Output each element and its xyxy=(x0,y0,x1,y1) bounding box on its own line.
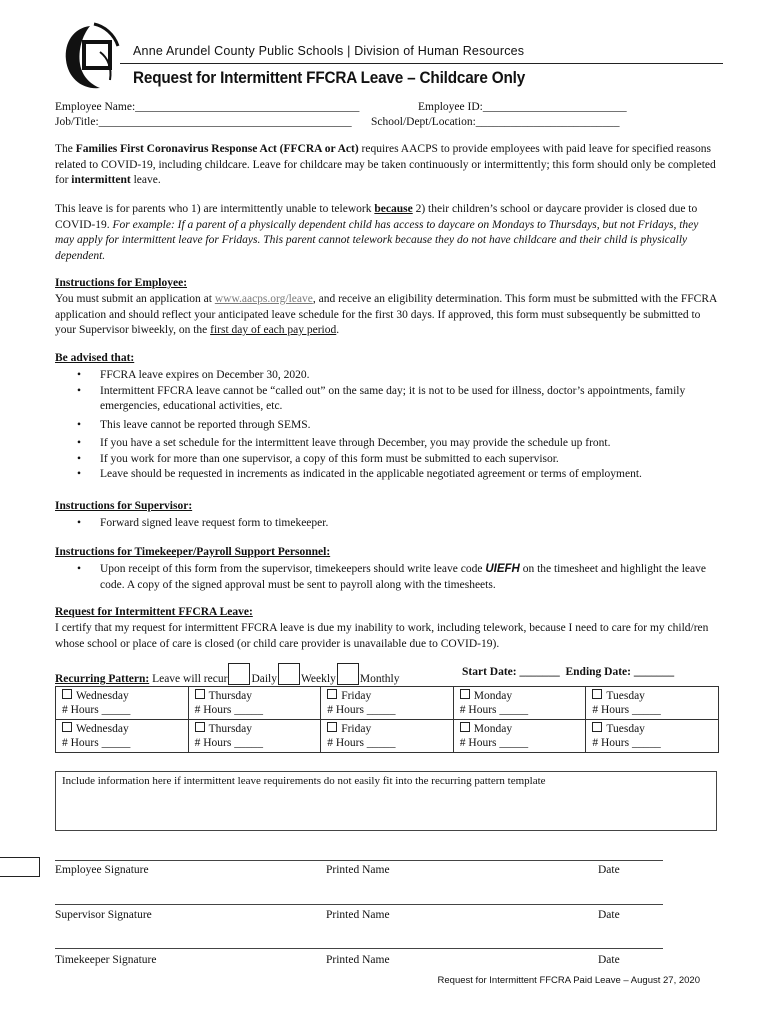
day-cell[interactable]: Friday # Hours _____ xyxy=(321,687,454,720)
list-item: • Leave should be requested in increments as indicated in the applicable negotiated agreement or terms of employment. xyxy=(55,467,719,483)
day-checkbox[interactable] xyxy=(460,722,470,732)
employee-printed-name-label: Printed Name xyxy=(326,864,390,876)
leave-code: UIEFH xyxy=(485,563,520,575)
advised-list xyxy=(55,368,719,483)
date-range xyxy=(462,666,674,678)
schedule-table xyxy=(55,686,719,753)
day-cell[interactable]: Tuesday # Hours _____ xyxy=(586,720,719,753)
job-title-field[interactable]: Job/Title:____________________________________________ xyxy=(55,116,352,128)
monthly-checkbox[interactable] xyxy=(337,663,359,685)
recurring-pattern-row: Recurring Pattern: Leave will recur Daily Weekly Monthly xyxy=(55,663,399,685)
supervisor-printed-name-label: Printed Name xyxy=(326,909,390,921)
day-cell[interactable]: Friday # Hours _____ xyxy=(321,720,454,753)
day-checkbox[interactable] xyxy=(327,722,337,732)
day-checkbox[interactable] xyxy=(62,689,72,699)
table-row xyxy=(56,687,719,720)
eligibility-paragraph: This leave is for parents who 1) are intermittently unable to telework because 2) their children’s school or daycare provider is closed due to COVID-19. For example: If a parent of a physically dependent child has access to daycare on Mondays to Thursdays, but not Fridays, they may apply for intermittent leave for Fridays. This parent cannot telework because they do not have childcare and their child is physically dependent. xyxy=(55,203,699,262)
employee-instructions-heading: Instructions for Employee: xyxy=(55,277,188,289)
additional-info-textarea[interactable]: Include information here if intermittent leave requirements do not easily fit into the recurring pattern template xyxy=(55,771,717,831)
request-heading: Request for Intermittent FFCRA Leave: xyxy=(55,606,253,618)
footer: Request for Intermittent FFCRA Paid Leave – August 27, 2020 xyxy=(437,975,700,986)
day-checkbox[interactable] xyxy=(592,689,602,699)
day-checkbox[interactable] xyxy=(460,689,470,699)
supervisor-list xyxy=(55,516,719,532)
request-text: I certify that my request for intermittent FFCRA leave is due my inability to work, including telework, because I need to care for my child/ren whose school or place of care is closed (or child care provider is unavailable due to COVID-19). xyxy=(55,622,709,650)
employee-id-field[interactable]: Employee ID:_________________________ xyxy=(418,101,627,113)
timekeeper-printed-name-label: Printed Name xyxy=(326,954,390,966)
day-cell[interactable]: Monday # Hours _____ xyxy=(453,687,586,720)
start-date-field[interactable]: Start Date: _______ xyxy=(462,666,560,678)
employee-signature-line[interactable] xyxy=(55,860,663,861)
employee-instructions-text: You must submit an application at www.aacps.org/leave, and receive an eligibility determination. This form must be submitted with the FFCRA application and should reflect your anticipated leave schedule for the first 30 days. If approved, this form must subsequently be submitted to your Supervisor biweekly, on the first day of each pay period. xyxy=(55,293,717,336)
page-marker xyxy=(0,857,40,877)
supervisor-date-label: Date xyxy=(598,909,620,921)
employee-name-field[interactable]: Employee Name:_______________________________________ xyxy=(55,101,360,113)
timekeeper-instructions-heading: Instructions for Timekeeper/Payroll Support Personnel: xyxy=(55,546,331,558)
employee-signature-label: Employee Signature xyxy=(55,864,149,876)
daily-checkbox[interactable] xyxy=(228,663,250,685)
location-field[interactable]: School/Dept/Location:_________________________ xyxy=(371,116,620,128)
supervisor-signature-label: Supervisor Signature xyxy=(55,909,152,921)
supervisor-instructions-heading: Instructions for Supervisor: xyxy=(55,500,193,512)
page-title: Request for Intermittent FFCRA Leave – Childcare Only xyxy=(133,68,526,87)
list-item: • Upon receipt of this form from the supervisor, timekeepers should write leave code UIEFH on the timesheet and highlight the leave code. A copy of the signed approval must be sent to payroll along with the timesheets. xyxy=(55,562,719,593)
advised-heading: Be advised that: xyxy=(55,352,135,364)
organization-name: Anne Arundel County Public Schools | Division of Human Resources xyxy=(133,44,525,58)
day-cell[interactable]: Wednesday # Hours _____ xyxy=(56,687,189,720)
table-row xyxy=(56,720,719,753)
supervisor-signature-line[interactable] xyxy=(55,904,663,905)
day-checkbox[interactable] xyxy=(195,689,205,699)
day-cell[interactable]: Tuesday # Hours _____ xyxy=(586,687,719,720)
day-checkbox[interactable] xyxy=(195,722,205,732)
intro-paragraph: The Families First Coronavirus Response Act (FFCRA or Act) requires AACPS to provide employees with paid leave for specified reasons related to COVID-19, including childcare. Leave for childcare may be taken continuously or intermittently; this form should only be completed for intermittent leave. xyxy=(55,143,716,186)
end-date-field[interactable]: Ending Date: _______ xyxy=(565,666,675,678)
day-checkbox[interactable] xyxy=(327,689,337,699)
day-cell[interactable]: Thursday # Hours _____ xyxy=(188,687,321,720)
list-item: • FFCRA leave expires on December 30, 2020. xyxy=(55,368,719,384)
weekly-checkbox[interactable] xyxy=(278,663,300,685)
timekeeper-signature-label: Timekeeper Signature xyxy=(55,954,157,966)
header-rule xyxy=(120,63,723,64)
day-cell[interactable]: Thursday # Hours _____ xyxy=(188,720,321,753)
list-item: • Forward signed leave request form to timekeeper. xyxy=(55,516,719,532)
list-item: • Intermittent FFCRA leave cannot be “called out” on the same day; it is not to be used for illness, doctor’s appointments, family emergencies, educational activities, etc. xyxy=(55,384,719,415)
list-item: • If you have a set schedule for the intermittent leave through December, you may provide the schedule up front. xyxy=(55,436,719,452)
list-item: • This leave cannot be reported through SEMS. xyxy=(55,418,719,434)
employee-date-label: Date xyxy=(598,864,620,876)
list-item: • If you work for more than one supervisor, a copy of this form must be submitted to each supervisor. xyxy=(55,452,719,468)
aacps-leave-link[interactable]: www.aacps.org/leave xyxy=(214,293,313,305)
timekeeper-date-label: Date xyxy=(598,954,620,966)
day-checkbox[interactable] xyxy=(62,722,72,732)
day-checkbox[interactable] xyxy=(592,722,602,732)
timekeeper-signature-line[interactable] xyxy=(55,948,663,949)
day-cell[interactable]: Monday # Hours _____ xyxy=(453,720,586,753)
day-cell[interactable]: Wednesday # Hours _____ xyxy=(56,720,189,753)
timekeeper-list xyxy=(55,562,719,593)
recurring-pattern-label: Recurring Pattern: xyxy=(55,673,150,685)
aacps-logo xyxy=(60,22,122,94)
